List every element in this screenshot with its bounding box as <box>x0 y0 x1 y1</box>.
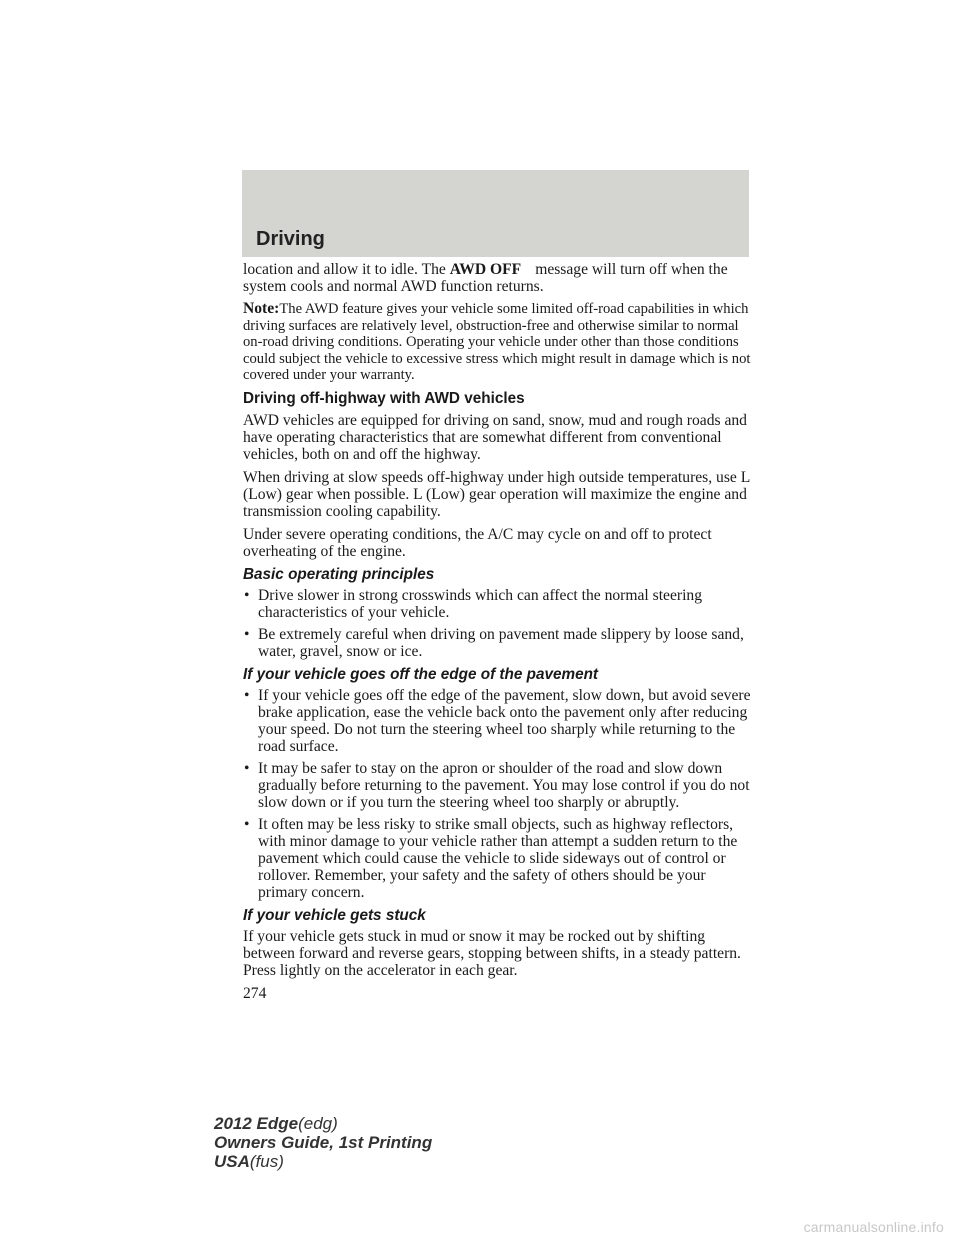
awd-off-message: AWD OFF <box>449 261 522 278</box>
list-item-text: It often may be less risky to strike small objects, such as highway reflectors, with minor damage to your vehicle rather than attempt a sudden return to the pavement which could cause the vehicle to slide sideways out of control or rollover. Remember, your safety and the safety of others should be your primary concern. <box>258 815 738 901</box>
heading-stuck: If your vehicle gets stuck <box>243 906 426 924</box>
heading-off-edge: If your vehicle goes off the edge of the pavement <box>243 665 599 683</box>
page-content <box>243 261 753 1002</box>
note-text: The AWD feature gives your vehicle some limited off-road capabilities in which driving surfaces are relatively level, obstruction-free and otherwise similar to normal on-road driving conditions. Operating your vehicle under other than those conditions could subject the vehicle to excessive stress which might result in damage which is not covered under your warranty. <box>243 301 751 383</box>
heading-offhighway: Driving off-highway with AWD vehicles <box>243 389 525 407</box>
section-title: Driving <box>256 228 325 250</box>
footer-model: 2012 Edge <box>214 1114 299 1133</box>
list-item <box>243 626 753 660</box>
note-label: Note: <box>243 300 280 317</box>
footer-line-1 <box>214 1114 432 1133</box>
footer-market-code: (fus) <box>249 1152 284 1171</box>
list-item-text: Drive slower in strong crosswinds which can affect the normal steering characteristics of your vehicle. <box>258 586 703 621</box>
offhighway-paragraph-1: AWD vehicles are equipped for driving on sand, snow, mud and rough roads and have operating characteristics that are somewhat different from conventional vehicles, both on and off the highway. <box>243 411 747 463</box>
footer-line-2: Owners Guide, 1st Printing <box>214 1133 433 1152</box>
bullet-icon: • <box>244 586 250 604</box>
list-item-text: It may be safer to stay on the apron or shoulder of the road and slow down gradually before returning to the pavement. You may lose control if you do not slow down or if you turn the steering wheel too sharply or abruptly. <box>258 759 750 811</box>
intro-paragraph <box>243 261 753 295</box>
section-header-band <box>242 170 749 257</box>
offhighway-paragraph-3: Under severe operating conditions, the A/C may cycle on and off to protect overheating of the engine. <box>243 525 712 560</box>
basic-principles-list <box>243 587 753 660</box>
watermark-text: carmanualsonline.info <box>803 1219 944 1235</box>
footer-line-3 <box>214 1152 432 1171</box>
stuck-paragraph: If your vehicle gets stuck in mud or snow it may be rocked out by shifting between forward and reverse gears, stopping between shifts, in a steady pattern. Press lightly on the accelerator in each gear. <box>243 927 741 979</box>
footer-market: USA <box>214 1152 250 1171</box>
list-item-text: If your vehicle goes off the edge of the pavement, slow down, but avoid severe brake application, ease the vehicle back onto the pavement only after reducing your speed. Do not turn the steering wheel too sharply while returning to the road surface. <box>258 686 751 755</box>
off-edge-list <box>243 687 753 901</box>
list-item-text: Be extremely careful when driving on pavement made slippery by loose sand, water, gravel, snow or ice. <box>258 625 744 660</box>
list-item <box>243 816 753 901</box>
bullet-icon: • <box>244 625 250 643</box>
page-number: 274 <box>243 984 267 1002</box>
intro-text-after: message will turn off when the system cools and normal AWD function returns. <box>243 261 728 295</box>
bullet-icon: • <box>244 815 250 833</box>
print-footer <box>214 1114 432 1171</box>
footer-model-code: (edg) <box>298 1114 338 1133</box>
intro-text-before: location and allow it to idle. The <box>243 261 450 278</box>
bullet-icon: • <box>244 686 250 704</box>
bullet-icon: • <box>244 759 250 777</box>
note-paragraph <box>243 301 753 384</box>
list-item <box>243 587 753 621</box>
list-item <box>243 687 753 755</box>
heading-basic-principles: Basic operating principles <box>243 565 435 583</box>
offhighway-paragraph-2: When driving at slow speeds off-highway under high outside temperatures, use L (Low) gear when possible. L (Low) gear operation will maximize the engine and transmission cooling capability. <box>243 468 750 520</box>
list-item <box>243 760 753 811</box>
